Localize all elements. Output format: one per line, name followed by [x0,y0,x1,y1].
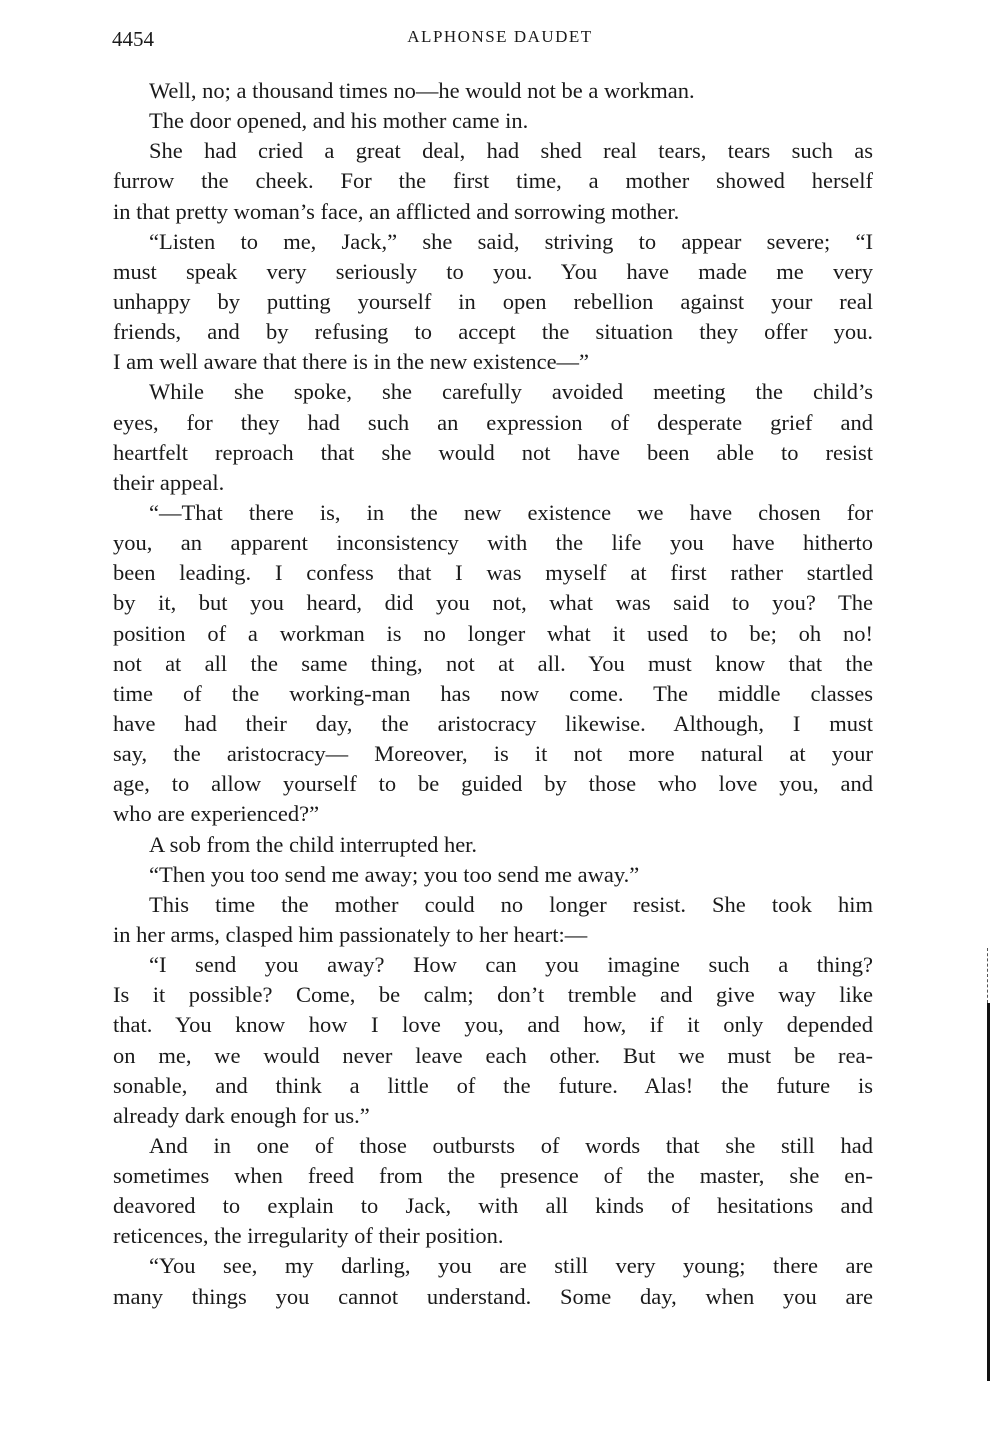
text-line: already dark enough for us.” [113,1102,370,1128]
paragraph [113,76,873,106]
text-line: “Then you too send me away; you too send me away.” [149,861,640,887]
text-line: heartfelt reproach that she would not have been able to resist [113,439,873,465]
text-line: The door opened, and his mother came in. [149,108,529,134]
text-line: sometimes when freed from the presence of the master, she en- [113,1163,873,1189]
text-line: by it, but you heard, did you not, what was said to you? The [113,590,873,616]
text-line: While she spoke, she carefully avoided meeting the child’s [149,379,873,405]
text-line: that. You know how I love you, and how, if it only depended [113,1012,873,1038]
page-edge-line [987,1003,990,1381]
text-line: I am well aware that there is in the new existence—” [113,349,590,375]
paragraph [113,950,873,1131]
text-line: position of a workman is no longer what it used to be; oh no! [113,620,873,646]
text-line: eyes, for they had such an expression of desperate grief and [113,409,873,435]
text-line: say, the aristocracy— Moreover, is it not more natural at your [113,741,873,767]
text-line: And in one of those outbursts of words that she still had [149,1132,873,1158]
text-line: time of the working-man has now come. The middle classes [113,680,873,706]
text-line: age, to allow yourself to be guided by those who love you, and [113,771,873,797]
text-line: furrow the cheek. For the first time, a mother showed herself [113,168,873,194]
text-line: unhappy by putting yourself in open rebellion against your real [113,288,873,314]
text-line: Well, no; a thousand times no—he would not be a workman. [149,78,695,103]
text-line: sonable, and think a little of the future. Alas! the future is [113,1072,873,1098]
text-line: A sob from the child interrupted her. [149,831,478,857]
paragraph [113,860,873,890]
text-line: Is it possible? Come, be calm; don’t tremble and give way like [113,982,873,1008]
text-line: “Listen to me, Jack,” she said, striving to appear severe; “I [149,228,873,254]
paragraph [113,830,873,860]
page-number: 4454 [112,27,154,51]
text-line: been leading. I confess that I was myself at first rather startled [113,560,873,586]
body-text [113,76,873,1312]
paragraph [113,227,873,378]
paragraph [113,1251,873,1311]
text-line: friends, and by refusing to accept the situation they offer you. [113,319,873,345]
paragraph [113,1131,873,1252]
text-line: have had their day, the aristocracy likewise. Although, I must [113,710,873,736]
paragraph [113,106,873,136]
text-line: many things you cannot understand. Some day, when you are [113,1283,873,1309]
paragraph [113,498,873,830]
text-line: reticences, the irregularity of their position. [113,1223,504,1249]
text-line: in that pretty woman’s face, an afflicted and sorrowing mother. [113,198,680,224]
text-line: their appeal. [113,469,225,495]
text-line: “—That there is, in the new existence we have chosen for [149,499,873,525]
text-line: who are experienced?” [113,801,320,827]
text-line: deavored to explain to Jack, with all kinds of hesitations and [113,1193,873,1219]
text-line: you, an apparent inconsistency with the life you have hitherto [113,530,873,556]
paragraph [113,890,873,950]
running-head: ALPHONSE DAUDET [407,27,593,46]
text-line: This time the mother could no longer resist. She took him [149,891,873,917]
text-line: not at all the same thing, not at all. You must know that the [113,650,873,676]
text-line: in her arms, clasped him passionately to her heart:— [113,921,588,947]
text-line: on me, we would never leave each other. But we must be rea- [113,1042,873,1068]
text-line: “I send you away? How can you imagine such a thing? [149,952,873,978]
page-edge-dashed [987,948,988,1003]
text-line: “You see, my darling, you are still very young; there are [149,1253,873,1279]
text-line: must speak very seriously to you. You have made me very [113,258,873,284]
paragraph [113,136,873,226]
paragraph [113,377,873,498]
text-line: She had cried a great deal, had shed real tears, tears such as [149,138,873,164]
